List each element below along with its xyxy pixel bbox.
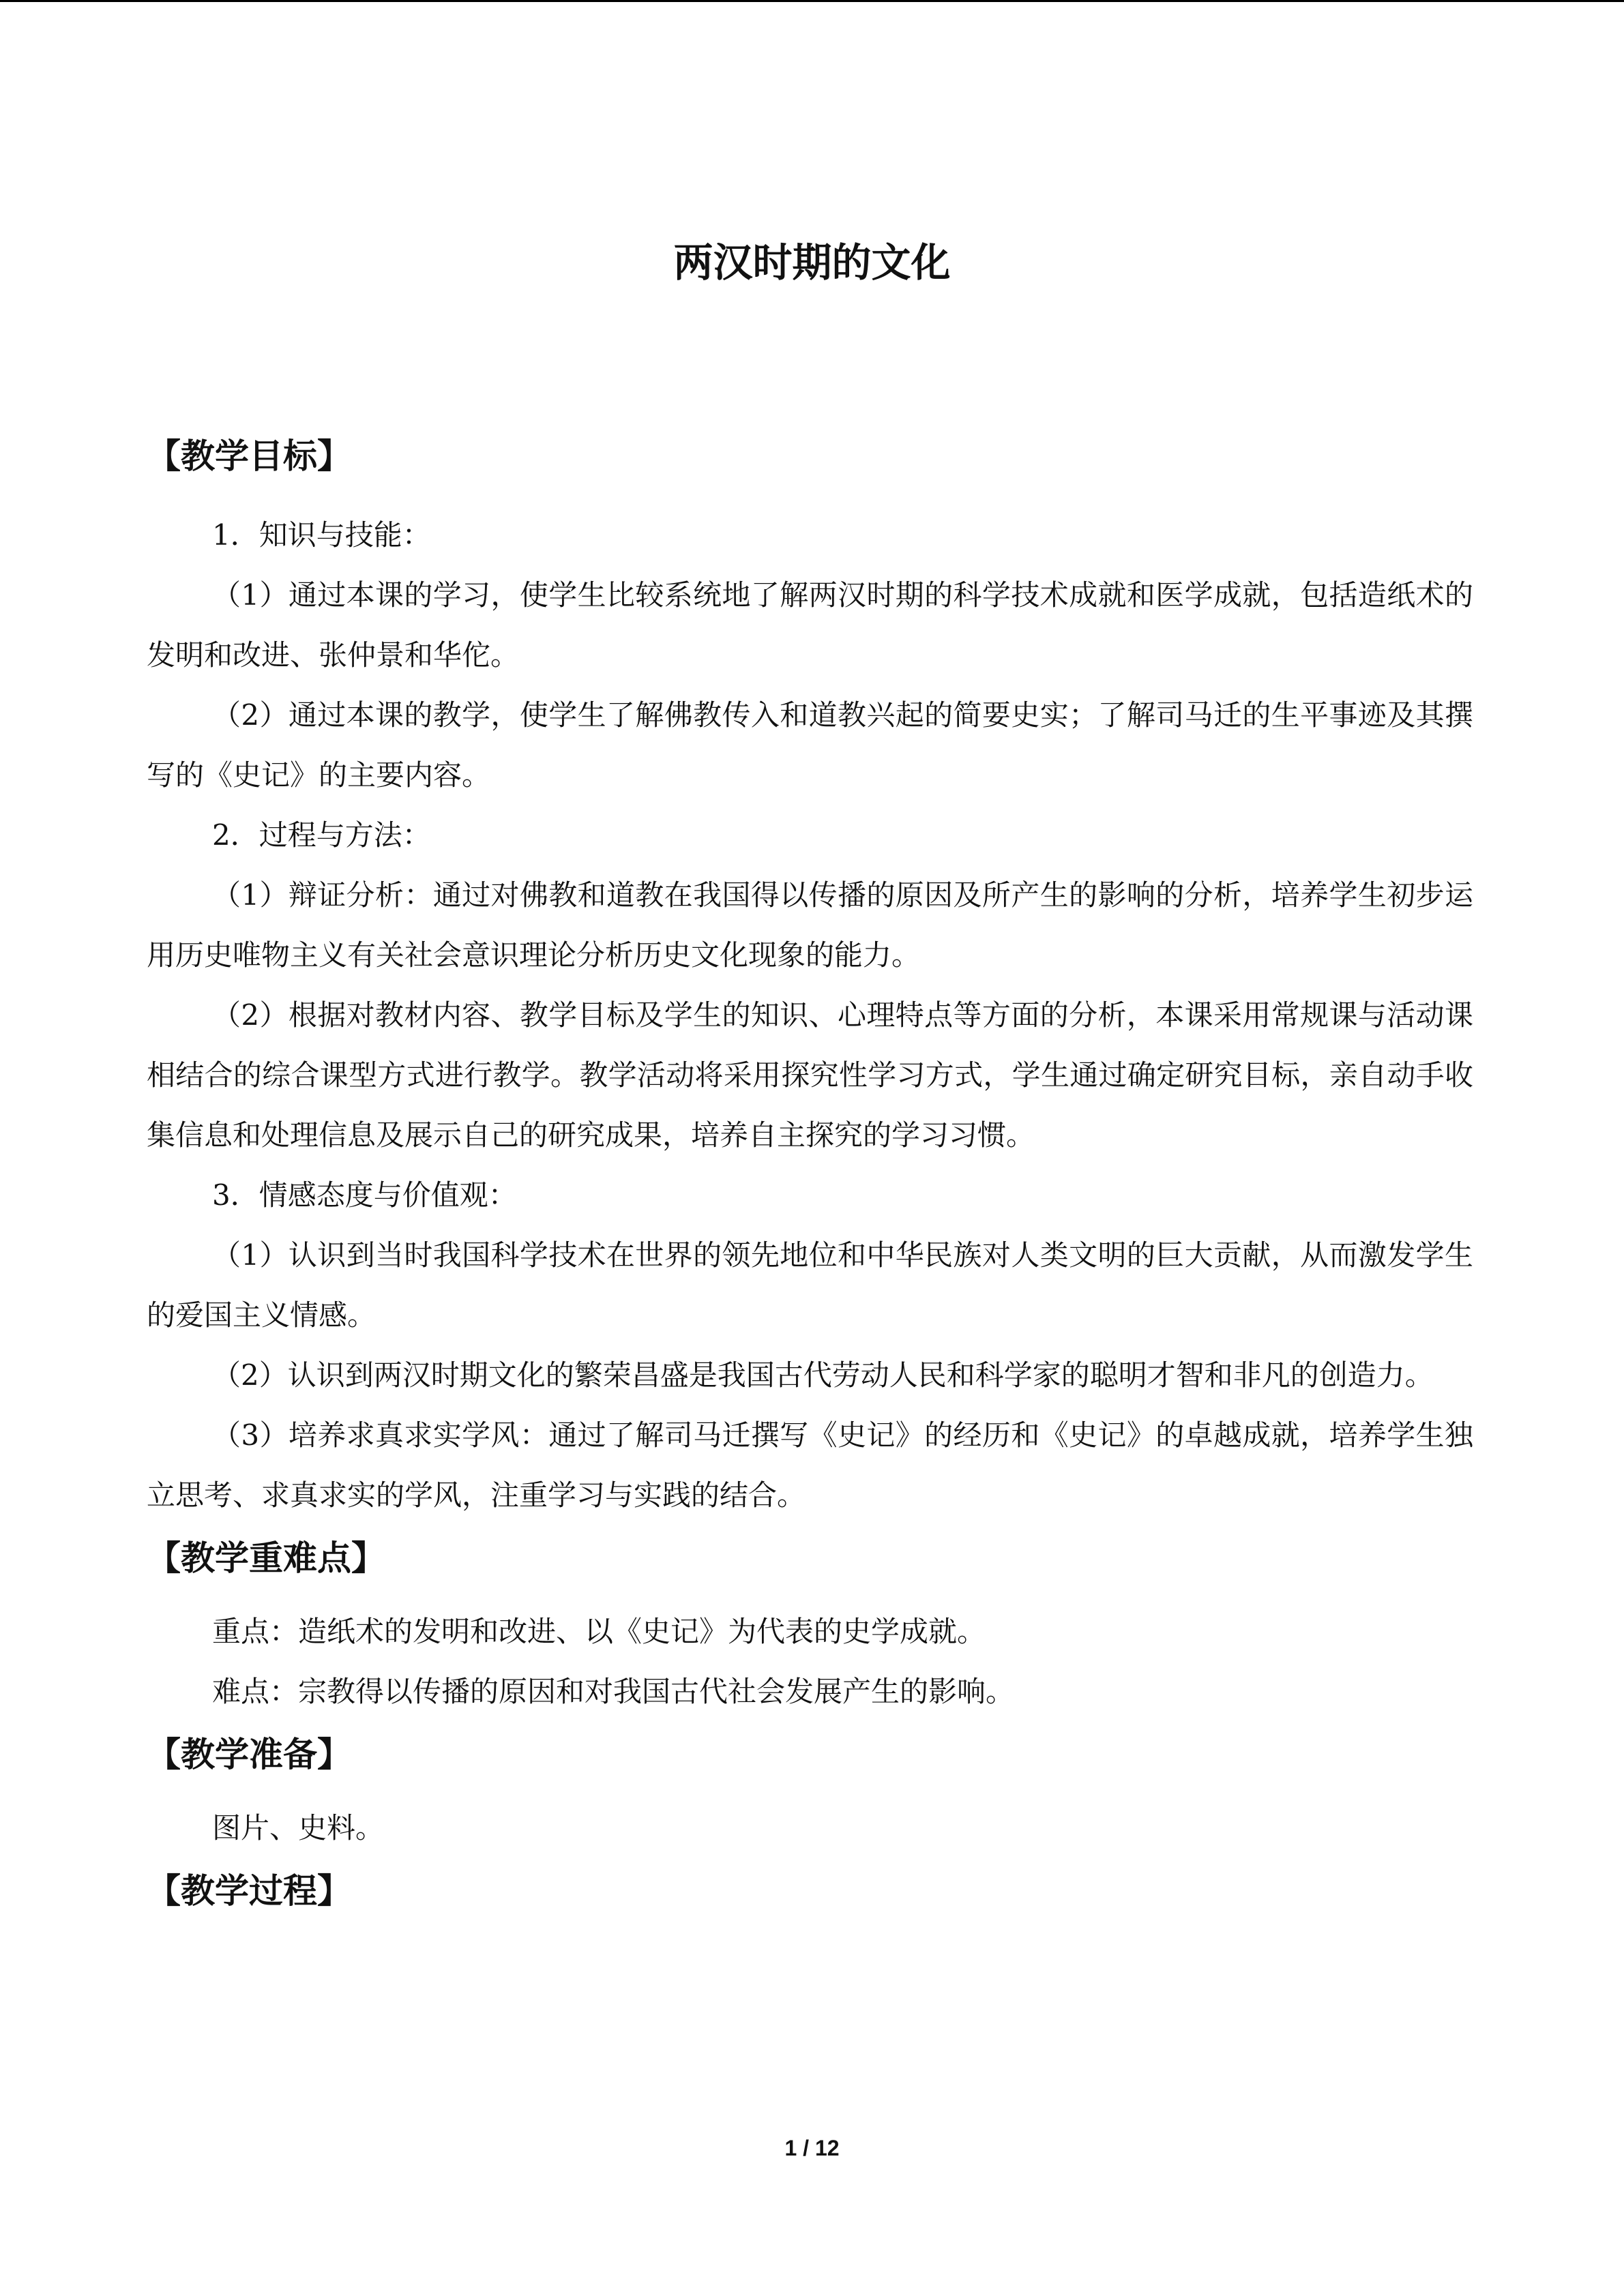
paragraph: 2．过程与方法： — [212, 818, 431, 852]
paragraph: （2）通过本课的教学，使学生了解佛教传入和道教兴起的简要史实；了解司马迁的生平事迹及其撰写的《史记》的主要内容。 — [147, 698, 1473, 792]
paragraph: （1）通过本课的学习，使学生比较系统地了解两汉时期的科学技术成就和医学成就，包括造纸术的发明和改进、张仲景和华佗。 — [147, 578, 1473, 672]
paragraph: 重点：造纸术的发明和改进、以《史记》为代表的史学成就。 — [212, 1615, 986, 1648]
page-number: 1 / 12 — [784, 2136, 840, 2160]
section-heading-objectives: 【教学目标】 — [147, 436, 351, 476]
paragraph: （1）辩证分析：通过对佛教和道教在我国得以传播的原因及所产生的影响的分析，培养学生初步运用历史唯物主义有关社会意识理论分析历史文化现象的能力。 — [147, 878, 1473, 972]
paragraph: 3．情感态度与价值观： — [212, 1178, 517, 1212]
document-body — [147, 426, 1473, 1935]
section-heading-key-points: 【教学重难点】 — [147, 1538, 385, 1578]
paragraph: （1）认识到当时我国科学技术在世界的领先地位和中华民族对人类文明的巨大贡献，从而激发学生的爱国主义情感。 — [147, 1238, 1473, 1332]
paragraph: 1．知识与技能： — [212, 518, 431, 552]
paragraph: （2）认识到两汉时期文化的繁荣昌盛是我国古代劳动人民和科学家的聪明才智和非凡的创造力。 — [212, 1358, 1434, 1392]
section-heading-preparation: 【教学准备】 — [147, 1735, 351, 1774]
document-title: 两汉时期的文化 — [673, 239, 951, 286]
paragraph: 难点：宗教得以传播的原因和对我国古代社会发展产生的影响。 — [212, 1675, 1015, 1708]
section-heading-process: 【教学过程】 — [147, 1871, 351, 1911]
paragraph: （2）根据对教材内容、教学目标及学生的知识、心理特点等方面的分析，本课采用常规课与活动课相结合的综合课型方式进行教学。教学活动将采用探究性学习方式，学生通过确定研究目标，亲自动手收集信息和处理信息及展示自己的研究成果，培养自主探究的学习习惯。 — [147, 998, 1473, 1152]
paragraph: （3）培养求真求实学风：通过了解司马迁撰写《史记》的经历和《史记》的卓越成就，培养学生独立思考、求真求实的学风，注重学习与实践的结合。 — [147, 1418, 1473, 1512]
paragraph: 图片、史料。 — [212, 1811, 385, 1845]
